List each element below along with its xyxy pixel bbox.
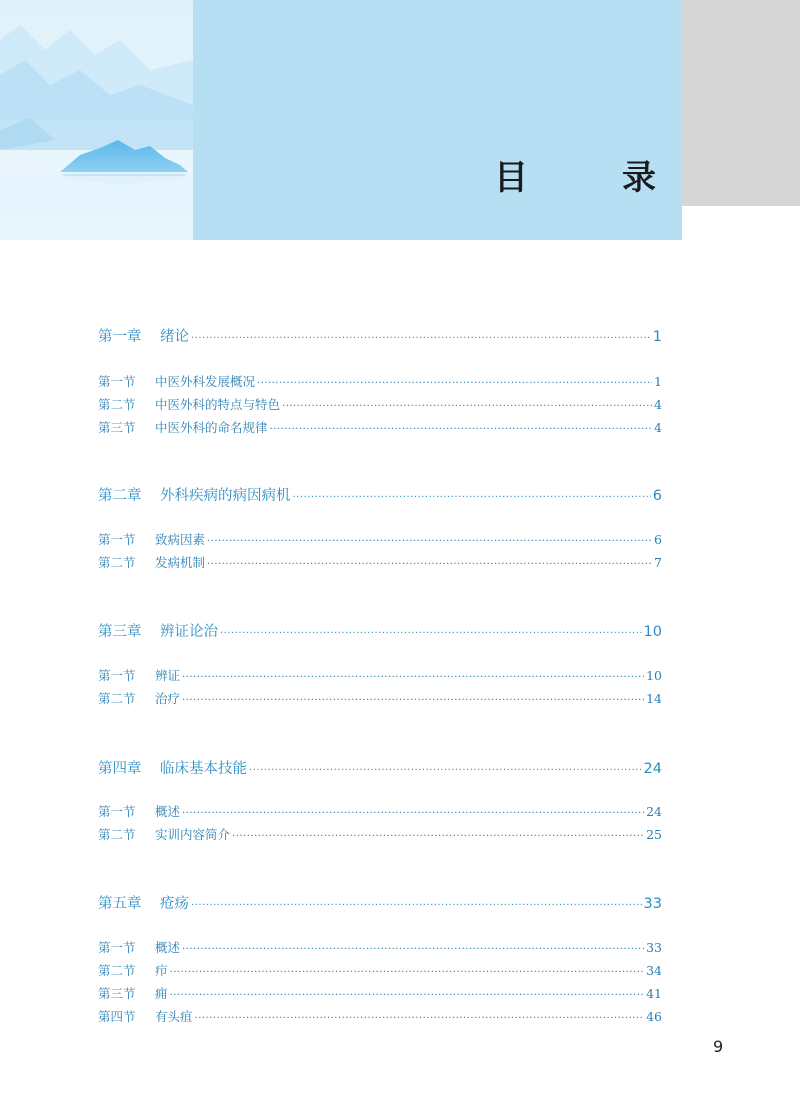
toc-chapter-1[interactable] <box>98 325 662 346</box>
section-number: 第一节 <box>98 374 136 389</box>
section-page: 4 <box>654 420 662 435</box>
chapter-title: 临床基本技能 <box>160 761 247 777</box>
section-number: 第一节 <box>98 804 136 819</box>
toc-section[interactable] <box>98 530 662 548</box>
chapter-number: 第三章 <box>98 624 142 640</box>
dot-leader <box>182 672 644 683</box>
section-number: 第二节 <box>98 691 136 706</box>
toc-section[interactable] <box>98 689 662 707</box>
section-page: 41 <box>646 986 662 1001</box>
chapter-title: 辨证论治 <box>160 624 218 640</box>
section-page: 7 <box>654 555 662 570</box>
chapter-page: 6 <box>652 488 662 504</box>
section-title: 中医外科的特点与特色 <box>155 397 281 412</box>
section-title: 痈 <box>155 986 168 1001</box>
section-page: 46 <box>646 1009 662 1024</box>
section-title: 概述 <box>155 804 181 819</box>
toc-section[interactable] <box>98 825 662 843</box>
chapter-title: 疮疡 <box>160 896 189 912</box>
toc-section[interactable] <box>98 395 662 413</box>
section-number: 第二节 <box>98 397 136 412</box>
section-title: 中医外科发展概况 <box>155 374 256 389</box>
dot-leader <box>182 808 644 819</box>
chapter-number: 第一章 <box>98 329 142 345</box>
section-page: 34 <box>646 963 662 978</box>
chapter-page: 33 <box>643 896 662 912</box>
section-number: 第四节 <box>98 1009 136 1024</box>
section-title: 发病机制 <box>155 555 206 570</box>
dot-leader <box>182 944 644 955</box>
chapter-page: 24 <box>643 761 662 777</box>
toc-section[interactable] <box>98 372 662 390</box>
section-title: 概述 <box>155 940 181 955</box>
dot-leader <box>270 424 653 435</box>
dot-leader <box>293 492 651 503</box>
section-page: 10 <box>646 668 662 683</box>
dot-leader <box>257 378 652 389</box>
dot-leader <box>182 695 644 706</box>
section-number: 第二节 <box>98 555 136 570</box>
section-page: 6 <box>654 532 662 547</box>
section-number: 第一节 <box>98 940 136 955</box>
landscape-illustration <box>0 0 193 240</box>
toc-chapter-2[interactable] <box>98 484 662 505</box>
toc-section[interactable] <box>98 553 662 571</box>
section-number: 第一节 <box>98 668 136 683</box>
dot-leader <box>191 900 642 911</box>
section-title: 治疗 <box>155 691 181 706</box>
section-number: 第二节 <box>98 963 136 978</box>
chapter-title: 外科疾病的病因病机 <box>160 488 291 504</box>
chapter-number: 第五章 <box>98 896 142 912</box>
toc-chapter-5[interactable] <box>98 892 662 913</box>
section-title: 疖 <box>155 963 168 978</box>
toc-section[interactable] <box>98 802 662 820</box>
section-title: 中医外科的命名规律 <box>155 420 268 435</box>
dot-leader <box>195 1013 645 1024</box>
toc-section[interactable] <box>98 938 662 956</box>
header-corner-block <box>682 0 800 206</box>
chapter-number: 第四章 <box>98 761 142 777</box>
section-number: 第三节 <box>98 420 136 435</box>
page-number: 9 <box>713 1037 724 1056</box>
section-page: 33 <box>646 940 662 955</box>
section-title: 致病因素 <box>155 532 206 547</box>
chapter-page: 1 <box>652 329 662 345</box>
toc-chapter-4[interactable] <box>98 757 662 778</box>
dot-leader <box>207 559 652 570</box>
section-title: 辨证 <box>155 668 181 683</box>
dot-leader <box>282 401 652 412</box>
dot-leader <box>191 333 651 344</box>
chapter-title: 绪论 <box>160 329 189 345</box>
chapter-number: 第二章 <box>98 488 142 504</box>
toc-section[interactable] <box>98 666 662 684</box>
chapter-page: 10 <box>643 624 662 640</box>
dot-leader <box>207 536 652 547</box>
page-title: 目 录 <box>494 158 686 198</box>
section-page: 1 <box>654 374 662 389</box>
toc-section[interactable] <box>98 418 662 436</box>
toc-section[interactable] <box>98 984 662 1002</box>
dot-leader <box>249 765 642 776</box>
toc-section[interactable] <box>98 1007 662 1025</box>
dot-leader <box>170 990 645 1001</box>
section-page: 14 <box>646 691 662 706</box>
section-title: 实训内容简介 <box>155 827 231 842</box>
toc-chapter-3[interactable] <box>98 620 662 641</box>
section-page: 24 <box>646 804 662 819</box>
header-band <box>193 0 682 240</box>
toc-section[interactable] <box>98 961 662 979</box>
dot-leader <box>232 831 644 842</box>
section-title: 有头疽 <box>155 1009 193 1024</box>
section-number: 第三节 <box>98 986 136 1001</box>
section-number: 第二节 <box>98 827 136 842</box>
dot-leader <box>170 967 645 978</box>
section-page: 25 <box>646 827 662 842</box>
section-page: 4 <box>654 397 662 412</box>
dot-leader <box>220 628 642 639</box>
section-number: 第一节 <box>98 532 136 547</box>
